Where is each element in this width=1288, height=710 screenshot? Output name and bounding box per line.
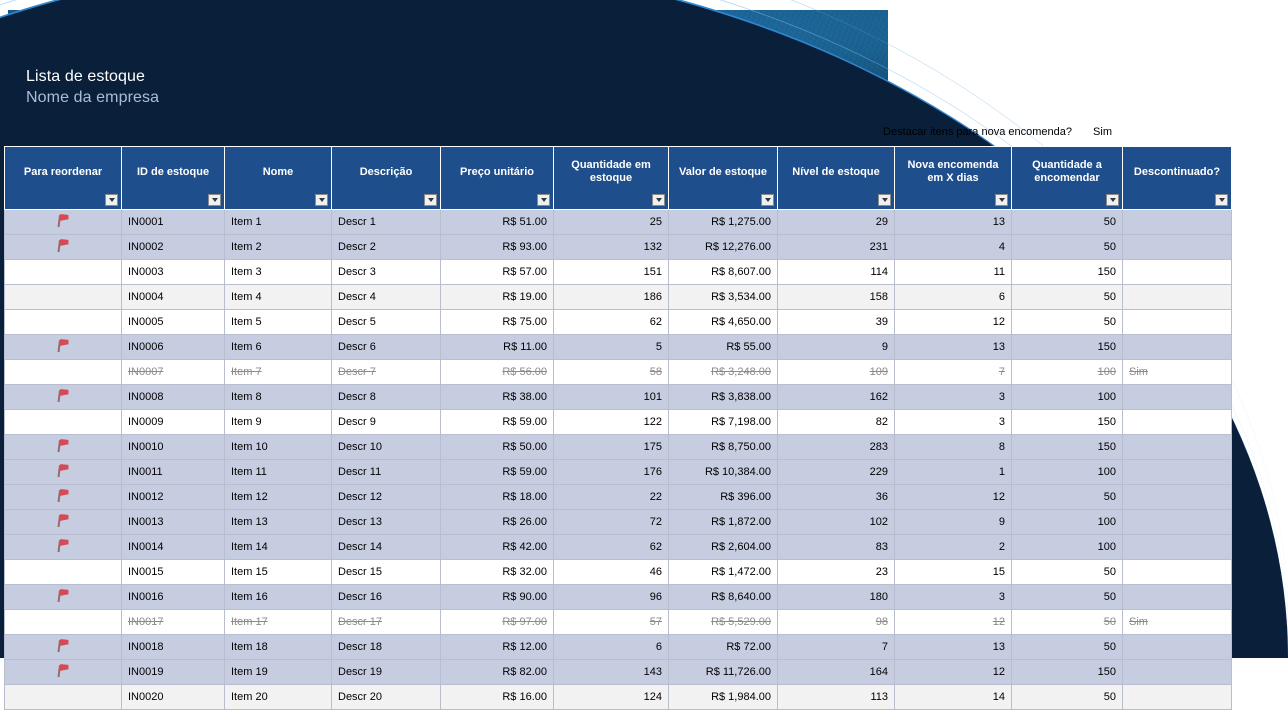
chevron-down-icon[interactable] [424, 194, 437, 206]
cell-descricao[interactable]: Descr 8 [332, 385, 441, 410]
cell-nivel-de-estoque[interactable]: 36 [778, 485, 895, 510]
cell-para-reordenar[interactable] [5, 235, 122, 260]
cell-nome[interactable]: Item 18 [225, 635, 332, 660]
cell-nivel-de-estoque[interactable]: 23 [778, 560, 895, 585]
cell-valor-de-estoque[interactable]: R$ 8,640.00 [669, 585, 778, 610]
table-row[interactable] [5, 460, 1232, 485]
flag-icon [58, 214, 69, 227]
cell-para-reordenar[interactable] [5, 535, 122, 560]
cell-nome[interactable]: Item 15 [225, 560, 332, 585]
table-row[interactable] [5, 310, 1232, 335]
inventory-table-container [4, 146, 1221, 710]
table-row[interactable] [5, 210, 1232, 235]
flag-icon [58, 664, 69, 677]
cell-descontinuado[interactable] [1123, 410, 1232, 435]
cell-nome[interactable]: Item 2 [225, 235, 332, 260]
table-row[interactable] [5, 360, 1232, 385]
cell-id-de-estoque[interactable]: IN0014 [122, 535, 225, 560]
column-label: Para reordenar [23, 165, 103, 178]
cell-nova-encomenda-em-x-dias[interactable]: 8 [895, 435, 1012, 460]
cell-descontinuado[interactable] [1123, 435, 1232, 460]
cell-preco-unitario[interactable]: R$ 93.00 [441, 235, 554, 260]
cell-nova-encomenda-em-x-dias[interactable]: 12 [895, 610, 1012, 635]
cell-valor-de-estoque[interactable]: R$ 4,650.00 [669, 310, 778, 335]
cell-nome[interactable]: Item 7 [225, 360, 332, 385]
cell-id-de-estoque[interactable]: IN0017 [122, 610, 225, 635]
column-label: Nome [262, 165, 294, 178]
cell-nova-encomenda-em-x-dias[interactable]: 3 [895, 585, 1012, 610]
cell-valor-de-estoque[interactable]: R$ 396.00 [669, 485, 778, 510]
cell-quantidade-em-estoque[interactable]: 96 [554, 585, 669, 610]
cell-nivel-de-estoque[interactable]: 180 [778, 585, 895, 610]
cell-nivel-de-estoque[interactable]: 39 [778, 310, 895, 335]
cell-descontinuado[interactable] [1123, 685, 1232, 710]
cell-nome[interactable]: Item 14 [225, 535, 332, 560]
cell-descricao[interactable]: Descr 2 [332, 235, 441, 260]
cell-preco-unitario[interactable]: R$ 19.00 [441, 285, 554, 310]
cell-descontinuado[interactable] [1123, 260, 1232, 285]
cell-id-de-estoque[interactable]: IN0013 [122, 510, 225, 535]
cell-quantidade-a-encomendar[interactable]: 50 [1012, 235, 1123, 260]
cell-id-de-estoque[interactable]: IN0003 [122, 260, 225, 285]
cell-quantidade-a-encomendar[interactable]: 150 [1012, 335, 1123, 360]
column-label: Nova encomenda em X dias [907, 159, 999, 184]
chevron-down-icon[interactable] [1215, 194, 1228, 206]
cell-quantidade-em-estoque[interactable]: 175 [554, 435, 669, 460]
cell-descontinuado[interactable] [1123, 285, 1232, 310]
cell-nova-encomenda-em-x-dias[interactable]: 13 [895, 335, 1012, 360]
cell-quantidade-a-encomendar[interactable]: 50 [1012, 635, 1123, 660]
cell-id-de-estoque[interactable]: IN0012 [122, 485, 225, 510]
cell-nivel-de-estoque[interactable]: 113 [778, 685, 895, 710]
cell-para-reordenar[interactable] [5, 460, 122, 485]
banner-text-block [26, 67, 159, 109]
cell-descricao[interactable]: Descr 17 [332, 610, 441, 635]
cell-nivel-de-estoque[interactable]: 83 [778, 535, 895, 560]
cell-nome[interactable]: Item 6 [225, 335, 332, 360]
cell-descricao[interactable]: Descr 18 [332, 635, 441, 660]
header-banner [8, 10, 888, 118]
cell-descontinuado[interactable] [1123, 335, 1232, 360]
chevron-down-icon[interactable] [878, 194, 891, 206]
highlight-reorder-value[interactable]: Sim [1093, 126, 1112, 138]
table-row[interactable] [5, 410, 1232, 435]
cell-descontinuado[interactable] [1123, 460, 1232, 485]
cell-nome[interactable]: Item 13 [225, 510, 332, 535]
cell-quantidade-a-encomendar[interactable]: 50 [1012, 610, 1123, 635]
cell-valor-de-estoque[interactable]: R$ 1,275.00 [669, 210, 778, 235]
table-row[interactable] [5, 610, 1232, 635]
cell-quantidade-a-encomendar[interactable]: 50 [1012, 310, 1123, 335]
cell-preco-unitario[interactable]: R$ 82.00 [441, 660, 554, 685]
table-row[interactable] [5, 535, 1232, 560]
cell-id-de-estoque[interactable]: IN0010 [122, 435, 225, 460]
column-header-nivel-de-estoque[interactable] [778, 147, 895, 210]
cell-nova-encomenda-em-x-dias[interactable]: 2 [895, 535, 1012, 560]
cell-descontinuado[interactable] [1123, 535, 1232, 560]
cell-preco-unitario[interactable]: R$ 56.00 [441, 360, 554, 385]
cell-preco-unitario[interactable]: R$ 59.00 [441, 410, 554, 435]
cell-valor-de-estoque[interactable]: R$ 10,384.00 [669, 460, 778, 485]
cell-nivel-de-estoque[interactable]: 158 [778, 285, 895, 310]
cell-quantidade-em-estoque[interactable]: 5 [554, 335, 669, 360]
cell-valor-de-estoque[interactable]: R$ 5,529.00 [669, 610, 778, 635]
table-row[interactable] [5, 660, 1232, 685]
cell-descontinuado[interactable] [1123, 660, 1232, 685]
column-label: ID de estoque [136, 165, 210, 178]
column-header-id-de-estoque[interactable] [122, 147, 225, 210]
cell-quantidade-a-encomendar[interactable]: 50 [1012, 485, 1123, 510]
cell-para-reordenar[interactable] [5, 660, 122, 685]
cell-quantidade-em-estoque[interactable]: 6 [554, 635, 669, 660]
cell-nome[interactable]: Item 16 [225, 585, 332, 610]
chevron-down-icon[interactable] [105, 194, 118, 206]
cell-quantidade-em-estoque[interactable]: 132 [554, 235, 669, 260]
cell-quantidade-a-encomendar[interactable]: 50 [1012, 285, 1123, 310]
cell-preco-unitario[interactable]: R$ 50.00 [441, 435, 554, 460]
cell-nova-encomenda-em-x-dias[interactable]: 13 [895, 210, 1012, 235]
cell-descricao[interactable]: Descr 15 [332, 560, 441, 585]
cell-quantidade-a-encomendar[interactable]: 50 [1012, 585, 1123, 610]
flag-icon [58, 539, 69, 552]
cell-preco-unitario[interactable]: R$ 59.00 [441, 460, 554, 485]
cell-preco-unitario[interactable]: R$ 42.00 [441, 535, 554, 560]
cell-quantidade-em-estoque[interactable]: 143 [554, 660, 669, 685]
cell-descricao[interactable]: Descr 19 [332, 660, 441, 685]
cell-para-reordenar[interactable] [5, 310, 122, 335]
highlight-reorder-label: Destacar itens para nova encomenda? [883, 126, 1072, 138]
cell-quantidade-a-encomendar[interactable]: 50 [1012, 685, 1123, 710]
cell-quantidade-a-encomendar[interactable]: 100 [1012, 385, 1123, 410]
cell-para-reordenar[interactable] [5, 285, 122, 310]
cell-descricao[interactable]: Descr 4 [332, 285, 441, 310]
chevron-down-icon[interactable] [761, 194, 774, 206]
cell-quantidade-a-encomendar[interactable]: 150 [1012, 260, 1123, 285]
cell-quantidade-a-encomendar[interactable]: 50 [1012, 560, 1123, 585]
cell-nome[interactable]: Item 1 [225, 210, 332, 235]
cell-valor-de-estoque[interactable]: R$ 3,534.00 [669, 285, 778, 310]
column-header-quantidade-em-estoque[interactable] [554, 147, 669, 210]
cell-quantidade-em-estoque[interactable]: 176 [554, 460, 669, 485]
cell-nivel-de-estoque[interactable]: 82 [778, 410, 895, 435]
cell-valor-de-estoque[interactable]: R$ 1,984.00 [669, 685, 778, 710]
cell-para-reordenar[interactable] [5, 485, 122, 510]
cell-nome[interactable]: Item 17 [225, 610, 332, 635]
cell-nome[interactable]: Item 19 [225, 660, 332, 685]
cell-para-reordenar[interactable] [5, 585, 122, 610]
cell-quantidade-a-encomendar[interactable]: 150 [1012, 435, 1123, 460]
column-header-preco-unitario[interactable] [441, 147, 554, 210]
cell-nivel-de-estoque[interactable]: 98 [778, 610, 895, 635]
table-row[interactable] [5, 685, 1232, 710]
cell-quantidade-em-estoque[interactable]: 57 [554, 610, 669, 635]
cell-preco-unitario[interactable]: R$ 12.00 [441, 635, 554, 660]
cell-preco-unitario[interactable]: R$ 75.00 [441, 310, 554, 335]
cell-preco-unitario[interactable]: R$ 57.00 [441, 260, 554, 285]
chevron-down-icon[interactable] [1106, 194, 1119, 206]
cell-preco-unitario[interactable]: R$ 97.00 [441, 610, 554, 635]
table-body [5, 210, 1232, 710]
cell-para-reordenar[interactable] [5, 510, 122, 535]
cell-descricao[interactable]: Descr 11 [332, 460, 441, 485]
cell-descontinuado[interactable]: Sim [1123, 360, 1232, 385]
cell-descontinuado[interactable] [1123, 310, 1232, 335]
cell-preco-unitario[interactable]: R$ 32.00 [441, 560, 554, 585]
flag-icon [58, 514, 69, 527]
flag-icon [58, 464, 69, 477]
cell-quantidade-a-encomendar[interactable]: 100 [1012, 510, 1123, 535]
cell-nova-encomenda-em-x-dias[interactable]: 6 [895, 285, 1012, 310]
cell-id-de-estoque[interactable]: IN0019 [122, 660, 225, 685]
cell-valor-de-estoque[interactable]: R$ 2,604.00 [669, 535, 778, 560]
table-row[interactable] [5, 585, 1232, 610]
column-header-valor-de-estoque[interactable] [669, 147, 778, 210]
cell-id-de-estoque[interactable]: IN0001 [122, 210, 225, 235]
cell-nome[interactable]: Item 12 [225, 485, 332, 510]
column-label: Nível de estoque [792, 165, 880, 178]
flag-icon [58, 439, 69, 452]
cell-nova-encomenda-em-x-dias[interactable]: 13 [895, 635, 1012, 660]
highlight-reorder-control [883, 126, 1112, 138]
cell-quantidade-em-estoque[interactable]: 101 [554, 385, 669, 410]
cell-preco-unitario[interactable]: R$ 11.00 [441, 335, 554, 360]
cell-nova-encomenda-em-x-dias[interactable]: 15 [895, 560, 1012, 585]
cell-quantidade-em-estoque[interactable]: 72 [554, 510, 669, 535]
cell-nome[interactable]: Item 11 [225, 460, 332, 485]
cell-id-de-estoque[interactable]: IN0008 [122, 385, 225, 410]
cell-descontinuado[interactable]: Sim [1123, 610, 1232, 635]
cell-preco-unitario[interactable]: R$ 26.00 [441, 510, 554, 535]
cell-quantidade-em-estoque[interactable]: 22 [554, 485, 669, 510]
cell-quantidade-a-encomendar[interactable]: 100 [1012, 360, 1123, 385]
cell-id-de-estoque[interactable]: IN0006 [122, 335, 225, 360]
cell-descricao[interactable]: Descr 14 [332, 535, 441, 560]
cell-descontinuado[interactable] [1123, 235, 1232, 260]
cell-nivel-de-estoque[interactable]: 7 [778, 635, 895, 660]
cell-id-de-estoque[interactable]: IN0007 [122, 360, 225, 385]
cell-descricao[interactable]: Descr 20 [332, 685, 441, 710]
cell-nome[interactable]: Item 9 [225, 410, 332, 435]
column-header-nome[interactable] [225, 147, 332, 210]
cell-nova-encomenda-em-x-dias[interactable]: 12 [895, 310, 1012, 335]
cell-quantidade-a-encomendar[interactable]: 150 [1012, 660, 1123, 685]
cell-descontinuado[interactable] [1123, 485, 1232, 510]
cell-quantidade-a-encomendar[interactable]: 150 [1012, 410, 1123, 435]
cell-quantidade-a-encomendar[interactable]: 100 [1012, 460, 1123, 485]
table-row[interactable] [5, 235, 1232, 260]
cell-para-reordenar[interactable] [5, 635, 122, 660]
cell-nova-encomenda-em-x-dias[interactable]: 14 [895, 685, 1012, 710]
cell-quantidade-em-estoque[interactable]: 62 [554, 310, 669, 335]
cell-nivel-de-estoque[interactable]: 164 [778, 660, 895, 685]
cell-descricao[interactable]: Descr 3 [332, 260, 441, 285]
flag-icon [58, 339, 69, 352]
cell-nova-encomenda-em-x-dias[interactable]: 7 [895, 360, 1012, 385]
table-row[interactable] [5, 335, 1232, 360]
column-header-nova-encomenda-em-x-dias[interactable] [895, 147, 1012, 210]
cell-quantidade-em-estoque[interactable]: 186 [554, 285, 669, 310]
table-row[interactable] [5, 385, 1232, 410]
cell-nova-encomenda-em-x-dias[interactable]: 9 [895, 510, 1012, 535]
chevron-down-icon[interactable] [315, 194, 328, 206]
cell-valor-de-estoque[interactable]: R$ 7,198.00 [669, 410, 778, 435]
cell-descricao[interactable]: Descr 10 [332, 435, 441, 460]
cell-nivel-de-estoque[interactable]: 29 [778, 210, 895, 235]
cell-quantidade-a-encomendar[interactable]: 100 [1012, 535, 1123, 560]
cell-nova-encomenda-em-x-dias[interactable]: 4 [895, 235, 1012, 260]
cell-descontinuado[interactable] [1123, 210, 1232, 235]
cell-valor-de-estoque[interactable]: R$ 8,607.00 [669, 260, 778, 285]
column-label: Quantidade em estoque [571, 159, 651, 184]
cell-nome[interactable]: Item 20 [225, 685, 332, 710]
cell-nivel-de-estoque[interactable]: 102 [778, 510, 895, 535]
company-name: Nome da empresa [26, 89, 160, 106]
cell-nivel-de-estoque[interactable]: 283 [778, 435, 895, 460]
chevron-down-icon[interactable] [652, 194, 665, 206]
cell-nova-encomenda-em-x-dias[interactable]: 3 [895, 410, 1012, 435]
cell-descricao[interactable]: Descr 13 [332, 510, 441, 535]
cell-para-reordenar[interactable] [5, 360, 122, 385]
cell-quantidade-em-estoque[interactable]: 62 [554, 535, 669, 560]
cell-nivel-de-estoque[interactable]: 162 [778, 385, 895, 410]
column-header-descontinuado[interactable] [1123, 147, 1232, 210]
cell-nova-encomenda-em-x-dias[interactable]: 1 [895, 460, 1012, 485]
cell-nivel-de-estoque[interactable]: 9 [778, 335, 895, 360]
cell-preco-unitario[interactable]: R$ 38.00 [441, 385, 554, 410]
cell-descricao[interactable]: Descr 16 [332, 585, 441, 610]
table-row[interactable] [5, 485, 1232, 510]
cell-id-de-estoque[interactable]: IN0005 [122, 310, 225, 335]
cell-quantidade-em-estoque[interactable]: 46 [554, 560, 669, 585]
cell-nova-encomenda-em-x-dias[interactable]: 12 [895, 485, 1012, 510]
cell-descontinuado[interactable] [1123, 585, 1232, 610]
table-row[interactable] [5, 285, 1232, 310]
page-title: Lista de estoque [26, 68, 146, 85]
cell-id-de-estoque[interactable]: IN0009 [122, 410, 225, 435]
cell-nome[interactable]: Item 4 [225, 285, 332, 310]
cell-descontinuado[interactable] [1123, 385, 1232, 410]
cell-para-reordenar[interactable] [5, 560, 122, 585]
cell-para-reordenar[interactable] [5, 260, 122, 285]
cell-quantidade-em-estoque[interactable]: 151 [554, 260, 669, 285]
cell-id-de-estoque[interactable]: IN0020 [122, 685, 225, 710]
table-row[interactable] [5, 635, 1232, 660]
cell-descricao[interactable]: Descr 1 [332, 210, 441, 235]
column-label: Descrição [359, 165, 413, 178]
chevron-down-icon[interactable] [208, 194, 221, 206]
cell-nome[interactable]: Item 3 [225, 260, 332, 285]
cell-valor-de-estoque[interactable]: R$ 55.00 [669, 335, 778, 360]
cell-nome[interactable]: Item 10 [225, 435, 332, 460]
cell-quantidade-em-estoque[interactable]: 122 [554, 410, 669, 435]
cell-id-de-estoque[interactable]: IN0016 [122, 585, 225, 610]
cell-preco-unitario[interactable]: R$ 18.00 [441, 485, 554, 510]
table-row[interactable] [5, 435, 1232, 460]
column-header-para-reordenar[interactable] [5, 147, 122, 210]
inventory-table [4, 146, 1232, 710]
cell-valor-de-estoque[interactable]: R$ 1,472.00 [669, 560, 778, 585]
table-row[interactable] [5, 260, 1232, 285]
cell-quantidade-em-estoque[interactable]: 25 [554, 210, 669, 235]
cell-valor-de-estoque[interactable]: R$ 11,726.00 [669, 660, 778, 685]
cell-descricao[interactable]: Descr 6 [332, 335, 441, 360]
column-header-descricao[interactable] [332, 147, 441, 210]
cell-para-reordenar[interactable] [5, 410, 122, 435]
cell-descontinuado[interactable] [1123, 635, 1232, 660]
cell-valor-de-estoque[interactable]: R$ 1,872.00 [669, 510, 778, 535]
table-row[interactable] [5, 510, 1232, 535]
cell-descricao[interactable]: Descr 12 [332, 485, 441, 510]
cell-nome[interactable]: Item 8 [225, 385, 332, 410]
cell-para-reordenar[interactable] [5, 335, 122, 360]
flag-icon [58, 389, 69, 402]
column-label: Quantidade a encomendar [1032, 159, 1102, 184]
cell-para-reordenar[interactable] [5, 435, 122, 460]
cell-descontinuado[interactable] [1123, 510, 1232, 535]
flag-icon [58, 489, 69, 502]
cell-nome[interactable]: Item 5 [225, 310, 332, 335]
column-label: Preço unitário [460, 165, 534, 178]
table-header-row [5, 147, 1232, 210]
flag-icon [58, 239, 69, 252]
cell-descricao[interactable]: Descr 7 [332, 360, 441, 385]
cell-valor-de-estoque[interactable]: R$ 3,838.00 [669, 385, 778, 410]
cell-para-reordenar[interactable] [5, 685, 122, 710]
cell-valor-de-estoque[interactable]: R$ 8,750.00 [669, 435, 778, 460]
cell-nova-encomenda-em-x-dias[interactable]: 12 [895, 660, 1012, 685]
column-header-quantidade-a-encomendar[interactable] [1012, 147, 1123, 210]
cell-para-reordenar[interactable] [5, 210, 122, 235]
cell-valor-de-estoque[interactable]: R$ 12,276.00 [669, 235, 778, 260]
cell-id-de-estoque[interactable]: IN0015 [122, 560, 225, 585]
cell-preco-unitario[interactable]: R$ 51.00 [441, 210, 554, 235]
cell-preco-unitario[interactable]: R$ 90.00 [441, 585, 554, 610]
cell-nivel-de-estoque[interactable]: 229 [778, 460, 895, 485]
cell-descricao[interactable]: Descr 5 [332, 310, 441, 335]
chevron-down-icon[interactable] [537, 194, 550, 206]
column-label: Valor de estoque [678, 165, 768, 178]
cell-nova-encomenda-em-x-dias[interactable]: 11 [895, 260, 1012, 285]
cell-id-de-estoque[interactable]: IN0004 [122, 285, 225, 310]
cell-quantidade-em-estoque[interactable]: 58 [554, 360, 669, 385]
flag-icon [58, 589, 69, 602]
cell-id-de-estoque[interactable]: IN0002 [122, 235, 225, 260]
table-header [5, 147, 1232, 210]
cell-quantidade-em-estoque[interactable]: 124 [554, 685, 669, 710]
cell-quantidade-a-encomendar[interactable]: 50 [1012, 210, 1123, 235]
cell-id-de-estoque[interactable]: IN0011 [122, 460, 225, 485]
cell-preco-unitario[interactable]: R$ 16.00 [441, 685, 554, 710]
cell-valor-de-estoque[interactable]: R$ 3,248.00 [669, 360, 778, 385]
cell-nivel-de-estoque[interactable]: 109 [778, 360, 895, 385]
cell-id-de-estoque[interactable]: IN0018 [122, 635, 225, 660]
flag-icon [58, 639, 69, 652]
cell-para-reordenar[interactable] [5, 610, 122, 635]
cell-descricao[interactable]: Descr 9 [332, 410, 441, 435]
column-label: Descontinuado? [1133, 165, 1221, 178]
cell-valor-de-estoque[interactable]: R$ 72.00 [669, 635, 778, 660]
cell-nivel-de-estoque[interactable]: 231 [778, 235, 895, 260]
table-row[interactable] [5, 560, 1232, 585]
cell-nivel-de-estoque[interactable]: 114 [778, 260, 895, 285]
chevron-down-icon[interactable] [995, 194, 1008, 206]
cell-descontinuado[interactable] [1123, 560, 1232, 585]
cell-nova-encomenda-em-x-dias[interactable]: 3 [895, 385, 1012, 410]
cell-para-reordenar[interactable] [5, 385, 122, 410]
